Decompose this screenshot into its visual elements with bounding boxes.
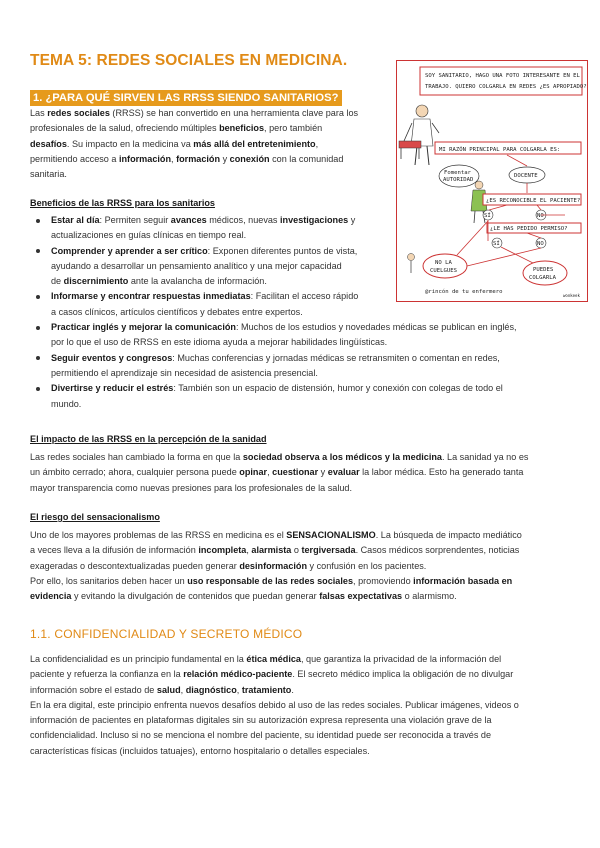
intro-paragraph: Las redes sociales (RRSS) se han convertido en una herramienta clave para los profesionales de la salud, ofreciendo múltiples beneficios, pero también desafíos. Su impacto en la medicina va más allá del entretenimiento, permitiendo acceso a información, formación y conexión con la comunidad sanitaria. [30, 108, 359, 180]
patient-bed [399, 141, 421, 159]
svg-text:DOCENTE: DOCENTE [514, 173, 538, 179]
svg-text:¿LE HAS PEDIDO PERMISO?: ¿LE HAS PEDIDO PERMISO? [490, 226, 568, 232]
risk-title: El riesgo del sensacionalismo [30, 512, 160, 522]
svg-text:NO LA: NO LA [435, 260, 452, 266]
list-item: Practicar inglés y mejorar la comunicación: Muchos de los estudios y novedades médicas se publican en inglés, por lo que el uso de RRSS en este idioma ayuda a mejorar habilidades lingüísticas. [30, 320, 570, 351]
can-post-result [523, 261, 567, 285]
comic-question-line2: TRABAJO. QUIERO COLGARLA EN REDES ¿ES APROPIADO? [425, 84, 587, 90]
small-figure [408, 254, 415, 274]
section-heading-1: 1. ¿PARA QUÉ SIRVEN LAS RRSS SIENDO SANITARIOS? [30, 90, 342, 106]
comic-footer: @rincón de tu enfermero [425, 289, 503, 295]
do-not-post-result [423, 254, 467, 278]
svg-text:NO: NO [537, 241, 544, 247]
svg-text:Fomentar: Fomentar [444, 170, 471, 176]
question-box [420, 67, 582, 95]
impact-title: El impacto de las RRSS en la percepción de la sanidad [30, 434, 267, 444]
comic-flowchart [396, 60, 588, 302]
svg-text:¿ES RECONOCIBLE EL PACIENTE?: ¿ES RECONOCIBLE EL PACIENTE? [486, 198, 581, 204]
comic-signature: wonkeek [563, 293, 580, 298]
list-item: Comprender y aprender a ser crítico: Exponen diferentes puntos de vista, ayudando a desarrollar un pensamiento analítico y una mejor capacidad de discernimiento ante la avalancha de información. [30, 244, 570, 290]
impact-paragraph: Las redes sociales han cambiado la forma en que la sociedad observa a los médicos y la medicina. La sanidad ya no es un ámbito cerrado; ahora, cualquier persona puede opinar, cuestionar y evaluar la labor médica. Esto ha generado tanta mayor transparencia como nuevas presiones para los profesionales de la salud. [30, 452, 529, 493]
svg-text:AUTORIDAD: AUTORIDAD [443, 177, 474, 183]
section-heading-1-1: 1.1. CONFIDENCIALIDAD Y SECRETO MÉDICO [30, 627, 303, 641]
doctor-figure [404, 105, 439, 165]
svg-text:SÍ: SÍ [484, 213, 491, 219]
list-item: Seguir eventos y congresos: Muchas conferencias y jornadas médicas se retransmiten o comentan en redes, permitiendo el aprendizaje sin necesidad de asistencia presencial. [30, 351, 570, 382]
page-title: TEMA 5: REDES SOCIALES EN MEDICINA. [30, 52, 348, 69]
svg-text:COLGARLA: COLGARLA [529, 275, 556, 281]
list-item: Estar al día: Permiten seguir avances médicos, nuevas investigaciones y actualizaciones en guías clínicas en tiempo real. [30, 213, 570, 244]
comic-drawing [397, 61, 587, 301]
authority-bubble [439, 165, 479, 187]
svg-text:PUEDES: PUEDES [533, 267, 554, 273]
comic-question-line1: SOY SANITARIO, HAGO UNA FOTO INTERESANTE EN EL [425, 73, 580, 79]
svg-text:NO: NO [537, 213, 544, 219]
svg-text:CUELGUES: CUELGUES [430, 268, 457, 274]
benefits-title: Beneficios de las RRSS para los sanitarios [30, 198, 215, 208]
list-item: Informarse y encontrar respuestas inmediatas: Facilitan el acceso rápido a casos clínicos, artículos científicos y debates entre expertos. [30, 289, 570, 320]
confidentiality-paragraph: La confidencialidad es un principio fundamental en la ética médica, que garantiza la privacidad de la información del paciente y refuerza la confianza en la relación médico-paciente. El secreto médico implica la obligación de no divulgar información sobre el estado de salud, diagnóstico, tratamiento. En la era digital, este principio enfrenta nuevos desafíos debido al uso de las redes sociales. Publicar imágenes, videos o información de pacientes en plataformas digitales sin su autorización expresa representa una violación grave de la confidencialidad. Incluso si no se menciona el nombre del paciente, su identidad puede ser reconocida a través de características físicas (incluidos tatuajes), entorno hospitalario o detalles especiales. [30, 654, 519, 756]
risk-paragraph: Uno de los mayores problemas de las RRSS en medicina es el SENSACIONALISMO. La búsqueda de impacto mediático a veces lleva a la difusión de información incompleta, alarmista o tergiversada. Casos médicos sorprendentes, noticias exageradas o descontextualizadas pueden generar desinformación y confusión en los pacientes. Por ello, los sanitarios deben hacer un uso responsable de las redes sociales, promoviendo información basada en evidencia y evitando la divulgación de contenidos que puedan generar falsas expectativas o alarmismo. [30, 530, 522, 602]
svg-text:SÍ: SÍ [493, 241, 500, 247]
comic-reason: MI RAZÓN PRINCIPAL PARA COLGARLA ES: [439, 147, 561, 153]
list-item: Divertirse y reducir el estrés: También son un espacio de distensión, humor y conexión con colegas de todo el mundo. [30, 381, 570, 412]
